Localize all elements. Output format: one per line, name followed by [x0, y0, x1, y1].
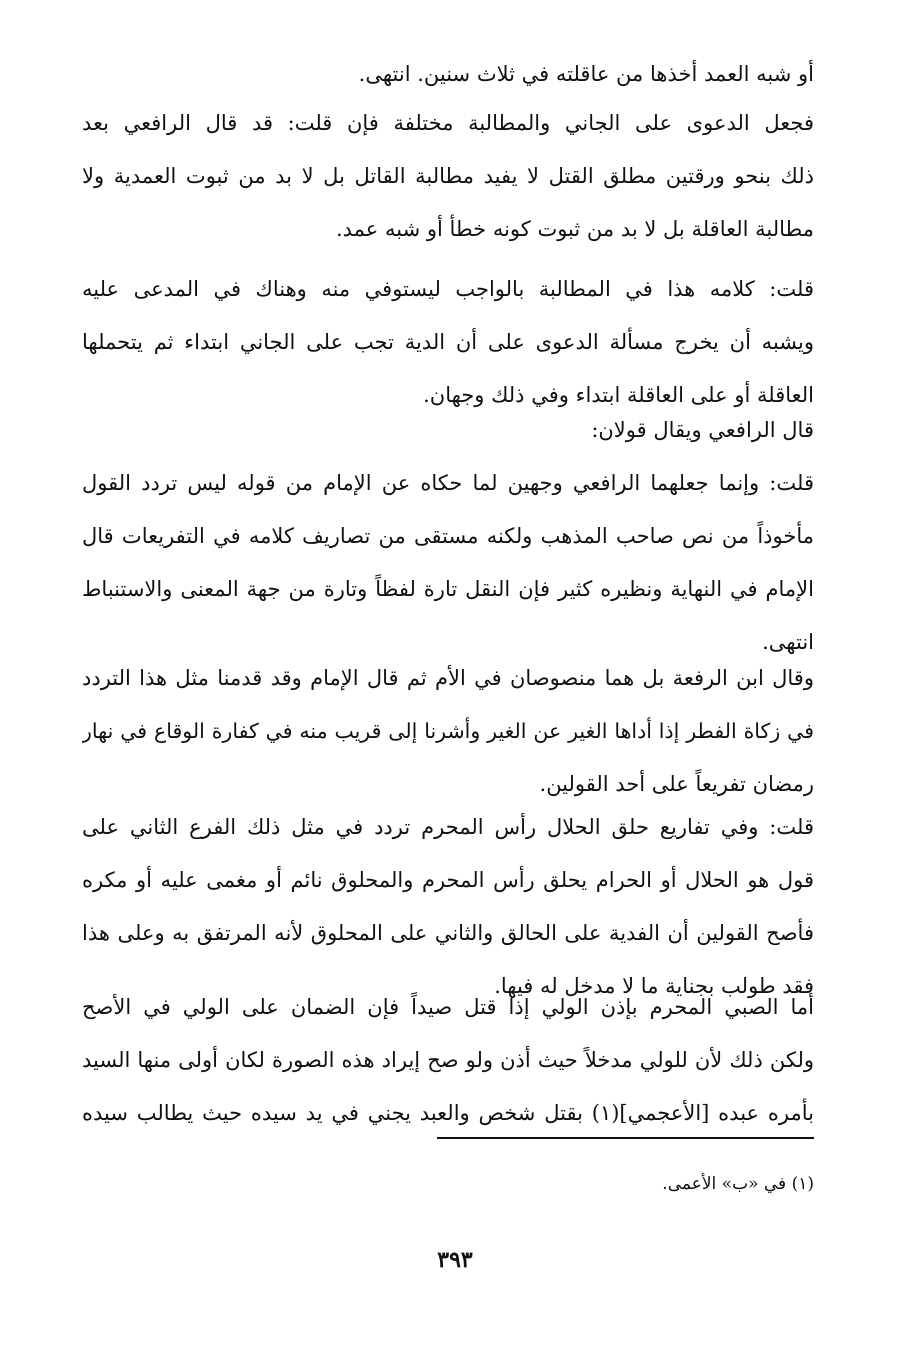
paragraph-5: [82, 457, 814, 669]
text-line: ولكن ذلك لأن للولي مدخلاً حيث أذن ولو صح إيراد هذه الصورة لكان أولى منها السيد: [82, 1048, 814, 1072]
text-line: قلت: وفي تفاريع حلق الحلال رأس المحرم تردد في مثل ذلك الفرع الثاني على: [82, 815, 814, 839]
text-line: ويشبه أن يخرج مسألة الدعوى على أن الدية تجب على الجاني ابتداء ثم يتحملها: [82, 330, 814, 354]
paragraph-3: [82, 263, 814, 422]
text-line: قلت: وإنما جعلهما الرافعي وجهين لما حكاه عن الإمام من قوله ليس تردد القول: [82, 471, 814, 495]
text-line: مطالبة العاقلة بل لا بد من ثبوت كونه خطأ أو شبه عمد.: [335, 217, 814, 241]
text-line: رمضان تفريعاً على أحد القولين.: [539, 772, 814, 796]
page-number: ٣٩٣: [437, 1247, 473, 1273]
text-line: قول هو الحلال أو الحرام يحلق رأس المحرم والمحلوق نائم أو مغمى عليه أو مكره: [82, 868, 814, 892]
footnote-divider: [437, 1137, 814, 1139]
paragraph-8: [82, 981, 814, 1140]
text-line: قال الرافعي ويقال قولان:: [591, 418, 814, 442]
text-line: العاقلة أو على العاقلة ابتداء وفي ذلك وجهان.: [423, 383, 814, 407]
footnote: (١) في «ب» الأعمى.: [662, 1174, 814, 1194]
text-line: فأصح القولين أن الفدية على الحالق والثاني على المحلوق لأنه المرتفق به وعلى هذا: [82, 921, 814, 945]
text-line: فقد طولب بجناية ما لا مدخل له فيها.: [494, 974, 814, 998]
text-line: أما الصبي المحرم بإذن الولي إذا قتل صيداً فإن الضمان على الولي في الأصح: [82, 995, 814, 1019]
paragraph-2: [82, 97, 814, 256]
text-line: فجعل الدعوى على الجاني والمطالبة مختلفة فإن قلت: قد قال الرافعي بعد: [82, 111, 814, 135]
paragraph-4: [82, 404, 814, 457]
text-line: بأمره عبده [الأعجمي](١) بقتل شخص والعبد يجني في يد سيده حيث يطالب سيده: [82, 1101, 814, 1125]
text-line: أو شبه العمد أخذها من عاقلته في ثلاث سنين. انتهى.: [358, 62, 814, 86]
text-line: وقال ابن الرفعة بل هما منصوصان في الأم ثم قال الإمام وقد قدمنا مثل هذا التردد: [82, 666, 814, 690]
text-line: الإمام في النهاية ونظيره كثير فإن النقل تارة لفظاً وتارة من جهة المعنى والاستنباط: [82, 577, 814, 601]
paragraph-1: [82, 48, 814, 101]
paragraph-6: [82, 652, 814, 811]
text-line: انتهى.: [762, 630, 814, 654]
text-line: ذلك بنحو ورقتين مطلق القتل لا يفيد مطالبة القاتل بل لا بد من ثبوت العمدية ولا: [82, 164, 814, 188]
text-line: قلت: كلامه هذا في المطالبة بالواجب ليستوفي منه وهناك في المدعى عليه: [82, 277, 814, 301]
text-line: في زكاة الفطر إذا أداها الغير عن الغير وأشرنا إلى قريب منه في كفارة الوقاع في نهار: [82, 719, 814, 743]
text-line: مأخوذاً من نص صاحب المذهب ولكنه مستقى من تصاريف كلامه في التفريعات قال: [82, 524, 814, 548]
